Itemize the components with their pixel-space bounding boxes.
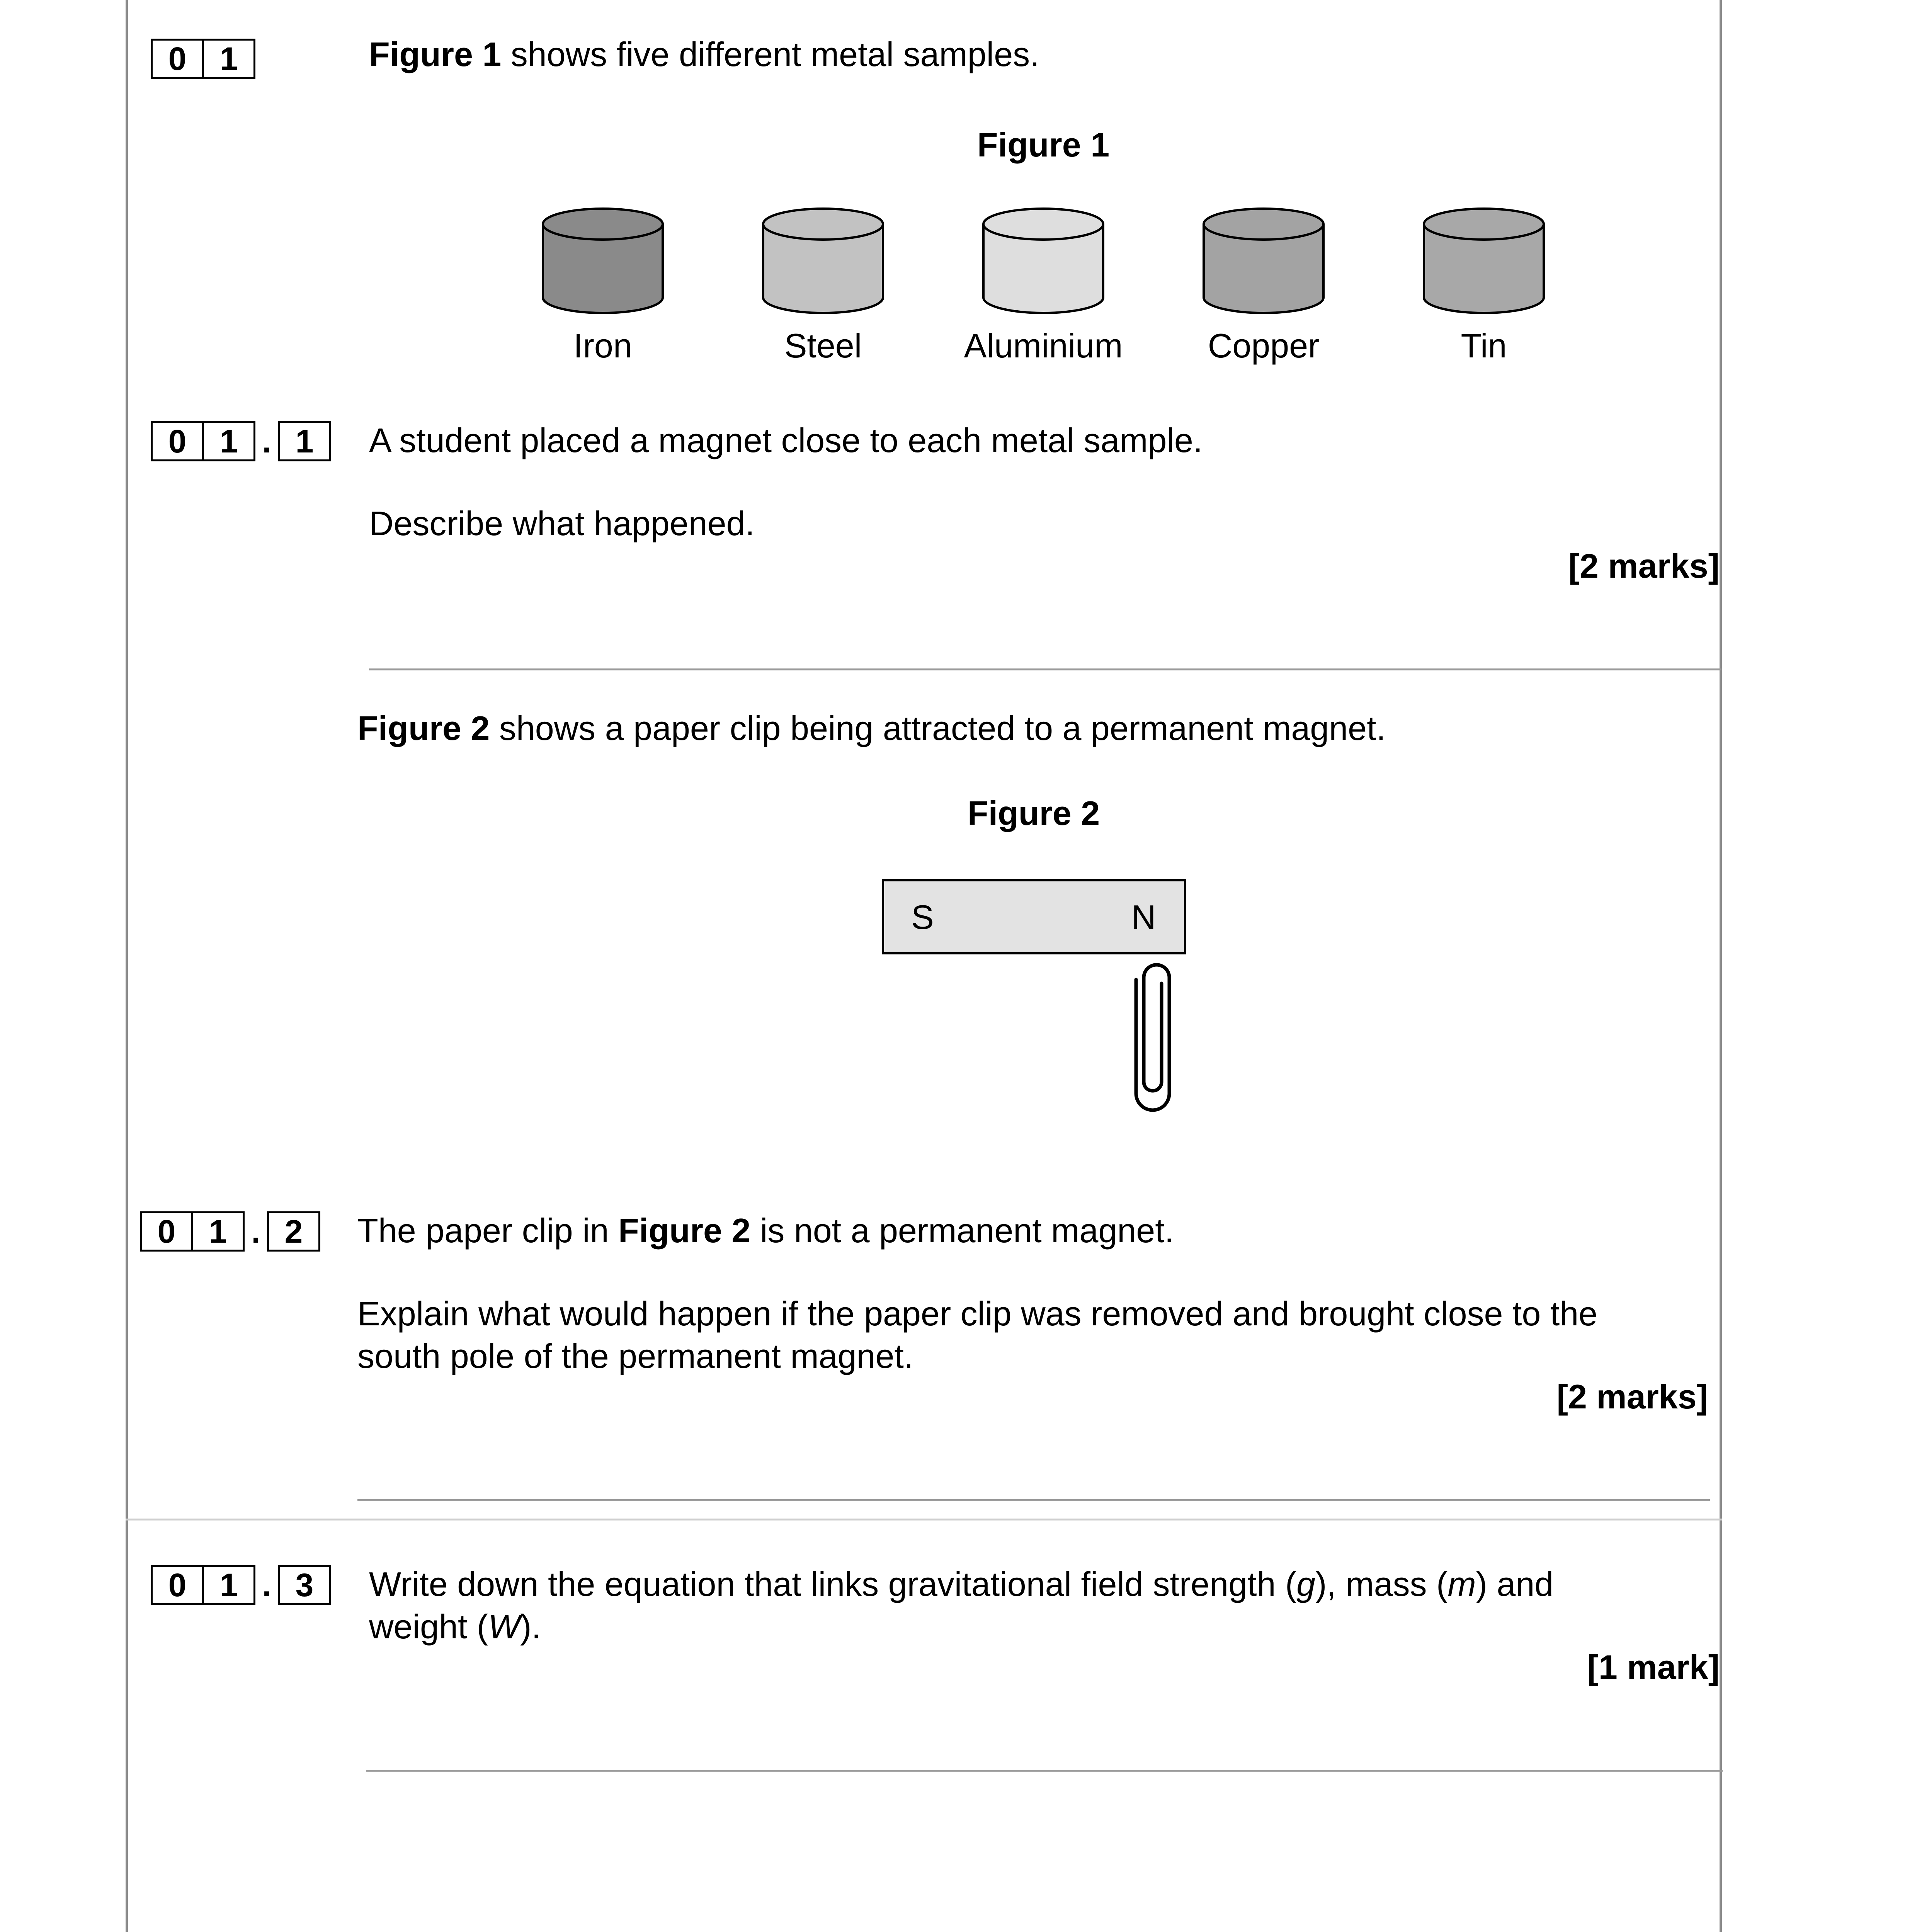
sample-label-tin: Tin: [1461, 327, 1507, 365]
question-01-intro: [369, 33, 1039, 76]
answer-line-01-3[interactable]: [366, 1770, 1723, 1772]
question-01-2-line2: Explain what would happen if the paper clip was removed and brought close to the: [357, 1294, 1598, 1333]
sample-label-iron: Iron: [573, 327, 632, 365]
symbol-m: m: [1448, 1565, 1476, 1603]
question-01-2-line1: [357, 1209, 1174, 1252]
text-segment: Write down the equation that links gravitational field strength (: [369, 1565, 1297, 1603]
question-digit: 1: [191, 1211, 245, 1252]
answer-line-01-1[interactable]: [369, 668, 1721, 670]
question-number-box-01: [151, 39, 255, 79]
question-digit: 0: [151, 421, 204, 461]
question-01-3-line2: [369, 1605, 541, 1648]
intro-text: shows five different metal samples.: [501, 35, 1039, 73]
sample-label-aluminium: Aluminium: [964, 327, 1123, 365]
cylinder-tin: [1424, 209, 1544, 313]
right-margin-line: [1720, 0, 1722, 1932]
question-01-1-line1: A student placed a magnet close to each metal sample.: [369, 421, 1203, 459]
marks-01-3: [1 mark]: [1587, 1648, 1720, 1686]
text-segment: ), mass (: [1315, 1565, 1448, 1603]
figure-reference: Figure 1: [369, 35, 502, 73]
cylinder-steel: [763, 209, 883, 313]
question-digit: 3: [278, 1565, 331, 1605]
figure-1-metal-samples: [522, 205, 1565, 321]
question-digit: 2: [267, 1211, 320, 1252]
question-number-box-01-3: [151, 1565, 331, 1605]
magnet-north-pole-label: N: [1131, 898, 1156, 936]
text-segment: ).: [520, 1607, 541, 1646]
symbol-w: W: [488, 1607, 520, 1646]
question-number-box-01-1: [151, 421, 331, 461]
question-dot: .: [262, 423, 271, 459]
question-01-1-line2: Describe what happened.: [369, 504, 755, 543]
magnet-south-pole-label: S: [911, 898, 934, 936]
symbol-g: g: [1296, 1565, 1316, 1603]
figure-1-labels: [522, 325, 1565, 371]
question-01-3-line1: [369, 1563, 1553, 1605]
question-dot: .: [262, 1567, 271, 1603]
paper-clip-icon: [1128, 956, 1178, 1122]
question-digit: 1: [202, 1565, 255, 1605]
question-digit: 0: [151, 39, 204, 79]
cylinder-aluminium: [983, 209, 1103, 313]
question-dot: .: [251, 1213, 260, 1250]
question-digit: 0: [140, 1211, 193, 1252]
bar-magnet: [882, 879, 1186, 954]
question-digit: 1: [202, 39, 255, 79]
figure-1-title: Figure 1: [977, 126, 1110, 164]
text-segment: is not a permanent magnet.: [750, 1211, 1174, 1250]
sample-label-steel: Steel: [784, 327, 862, 365]
question-digit: 0: [151, 1565, 204, 1605]
text-segment: weight (: [369, 1607, 488, 1646]
sample-label-copper: Copper: [1208, 327, 1320, 365]
marks-01-1: [2 marks]: [1568, 547, 1720, 585]
figure-reference: Figure 2: [618, 1211, 751, 1250]
cylinder-copper: [1204, 209, 1323, 313]
answer-line-01-2[interactable]: [357, 1499, 1710, 1501]
figure-2-intro: [357, 707, 1386, 750]
text-segment: ) and: [1476, 1565, 1554, 1603]
marks-01-2: [2 marks]: [1556, 1378, 1708, 1416]
section-separator: [126, 1519, 1722, 1520]
question-01-2-line3: south pole of the permanent magnet.: [357, 1337, 913, 1375]
figure-reference: Figure 2: [357, 709, 490, 747]
question-digit: 1: [202, 421, 255, 461]
figure-2-title: Figure 2: [967, 794, 1100, 832]
question-number-box-01-2: [140, 1211, 320, 1252]
cylinder-iron: [543, 209, 663, 313]
text-segment: The paper clip in: [357, 1211, 619, 1250]
intro-text: shows a paper clip being attracted to a permanent magnet.: [490, 709, 1386, 747]
left-margin-line: [126, 0, 128, 1932]
question-digit: 1: [278, 421, 331, 461]
